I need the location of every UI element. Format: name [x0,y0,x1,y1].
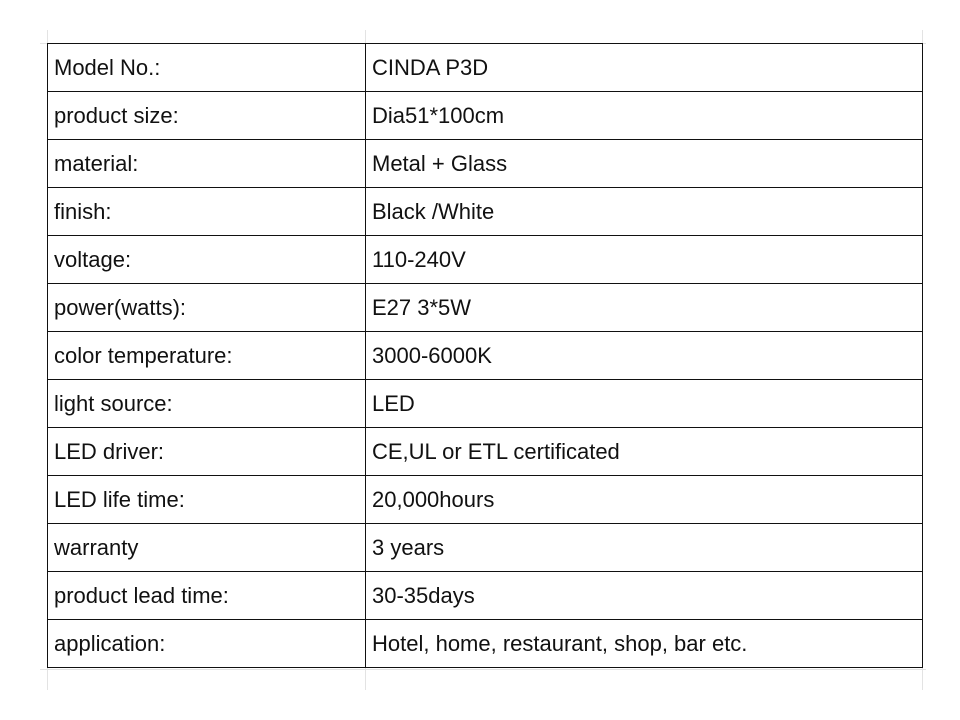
spec-label-cell[interactable]: product lead time: [48,572,366,620]
spec-table [47,43,923,668]
table-row [48,92,923,140]
spec-value-cell[interactable]: 110-240V [366,236,923,284]
table-row [48,620,923,668]
table-row [48,572,923,620]
spec-label-cell[interactable]: LED life time: [48,476,366,524]
spec-label-cell[interactable]: LED driver: [48,428,366,476]
table-row [48,524,923,572]
spec-value-cell[interactable]: 20,000hours [366,476,923,524]
table-row [48,188,923,236]
spec-value-cell[interactable]: E27 3*5W [366,284,923,332]
spec-value-cell[interactable]: 30-35days [366,572,923,620]
spec-value-cell[interactable]: Hotel, home, restaurant, shop, bar etc. [366,620,923,668]
spec-label-cell[interactable]: voltage: [48,236,366,284]
table-row [48,140,923,188]
spec-value-cell[interactable]: Black /White [366,188,923,236]
spec-value-cell[interactable]: 3 years [366,524,923,572]
spec-label-cell[interactable]: application: [48,620,366,668]
gridline [40,669,926,670]
spec-label-cell[interactable]: Model No.: [48,44,366,92]
spec-value-cell[interactable]: 3000-6000K [366,332,923,380]
spec-value-cell[interactable]: LED [366,380,923,428]
spec-label-cell[interactable]: light source: [48,380,366,428]
spec-label-cell[interactable]: power(watts): [48,284,366,332]
table-row [48,428,923,476]
spec-value-cell[interactable]: CINDA P3D [366,44,923,92]
spec-value-cell[interactable]: Dia51*100cm [366,92,923,140]
spec-label-cell[interactable]: finish: [48,188,366,236]
table-row [48,44,923,92]
spec-label-cell[interactable]: warranty [48,524,366,572]
spec-value-cell[interactable]: CE,UL or ETL certificated [366,428,923,476]
table-row [48,476,923,524]
spec-label-cell[interactable]: color temperature: [48,332,366,380]
table-row [48,284,923,332]
table-row [48,236,923,284]
spec-label-cell[interactable]: material: [48,140,366,188]
spec-value-cell[interactable]: Metal + Glass [366,140,923,188]
spec-label-cell[interactable]: product size: [48,92,366,140]
table-row [48,380,923,428]
table-row [48,332,923,380]
